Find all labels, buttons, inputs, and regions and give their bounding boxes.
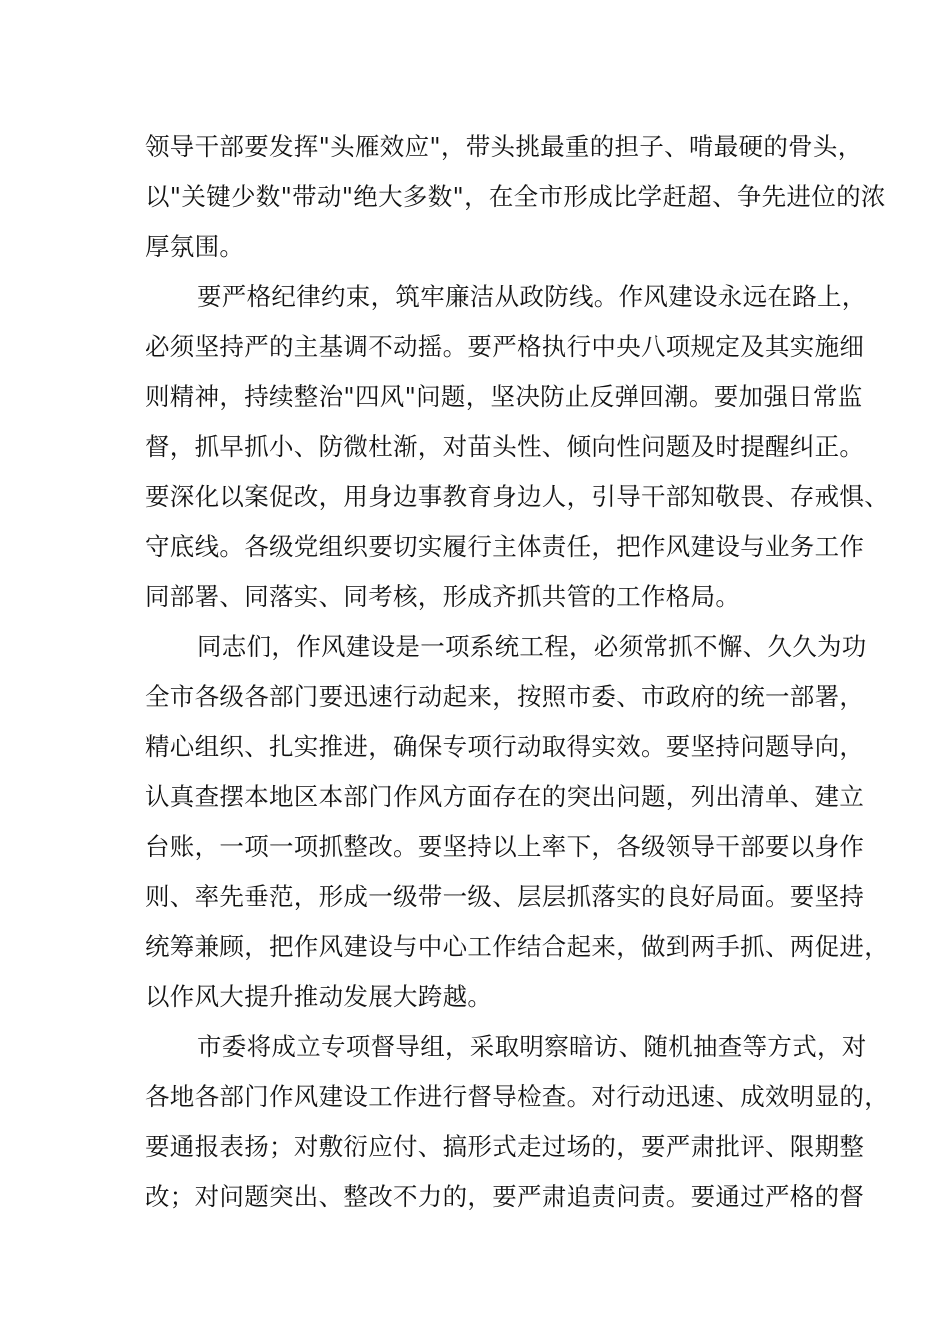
- text-line: 督，抓早抓小、防微杜渐，对苗头性、倾向性问题及时提醒纠正。: [145, 432, 865, 461]
- text-line: 要深化以案促改，用身边事教育身边人，引导干部知敬畏、存戒惧、: [145, 482, 889, 511]
- text-line: 改；对问题突出、整改不力的，要严肃追责问责。要通过严格的督: [145, 1182, 865, 1211]
- text-line: 各地各部门作风建设工作进行督导检查。对行动迅速、成效明显的，: [145, 1082, 889, 1111]
- text-line: 全市各级各部门要迅速行动起来，按照市委、市政府的统一部署，: [145, 682, 865, 711]
- text-line: 则精神，持续整治"四风"问题，坚决防止反弹回潮。要加强日常监: [145, 382, 863, 411]
- text-line: 以作风大提升推动发展大跨越。: [145, 982, 493, 1011]
- text-line: 同志们，作风建设是一项系统工程，必须常抓不懈、久久为功: [197, 632, 867, 661]
- text-line: 要严格纪律约束，筑牢廉洁从政防线。作风建设永远在路上，: [197, 282, 867, 311]
- text-line: 厚氛围。: [145, 232, 245, 261]
- text-line: 要通报表扬；对敷衍应付、搞形式走过场的，要严肃批评、限期整: [145, 1132, 865, 1161]
- text-line: 领导干部要发挥"头雁效应"，带头挑最重的担子、啃最硬的骨头，: [145, 132, 863, 161]
- text-line: 则、率先垂范，形成一级带一级、层层抓落实的良好局面。要坚持: [145, 882, 865, 911]
- text-line: 同部署、同落实、同考核，形成齐抓共管的工作格局。: [145, 582, 741, 611]
- text-line: 认真查摆本地区本部门作风方面存在的突出问题，列出清单、建立: [145, 782, 865, 811]
- text-line: 精心组织、扎实推进，确保专项行动取得实效。要坚持问题导向，: [145, 732, 865, 761]
- text-line: 统筹兼顾，把作风建设与中心工作结合起来，做到两手抓、两促进，: [145, 932, 889, 961]
- text-line: 市委将成立专项督导组，采取明察暗访、随机抽查等方式，对: [197, 1032, 867, 1061]
- text-line: 守底线。各级党组织要切实履行主体责任，把作风建设与业务工作: [145, 532, 865, 561]
- text-line: 必须坚持严的主基调不动摇。要严格执行中央八项规定及其实施细: [145, 332, 865, 361]
- text-line: 台账，一项一项抓整改。要坚持以上率下，各级领导干部要以身作: [145, 832, 865, 861]
- text-line: 以"关键少数"带动"绝大多数"，在全市形成比学赶超、争先进位的浓: [145, 182, 886, 211]
